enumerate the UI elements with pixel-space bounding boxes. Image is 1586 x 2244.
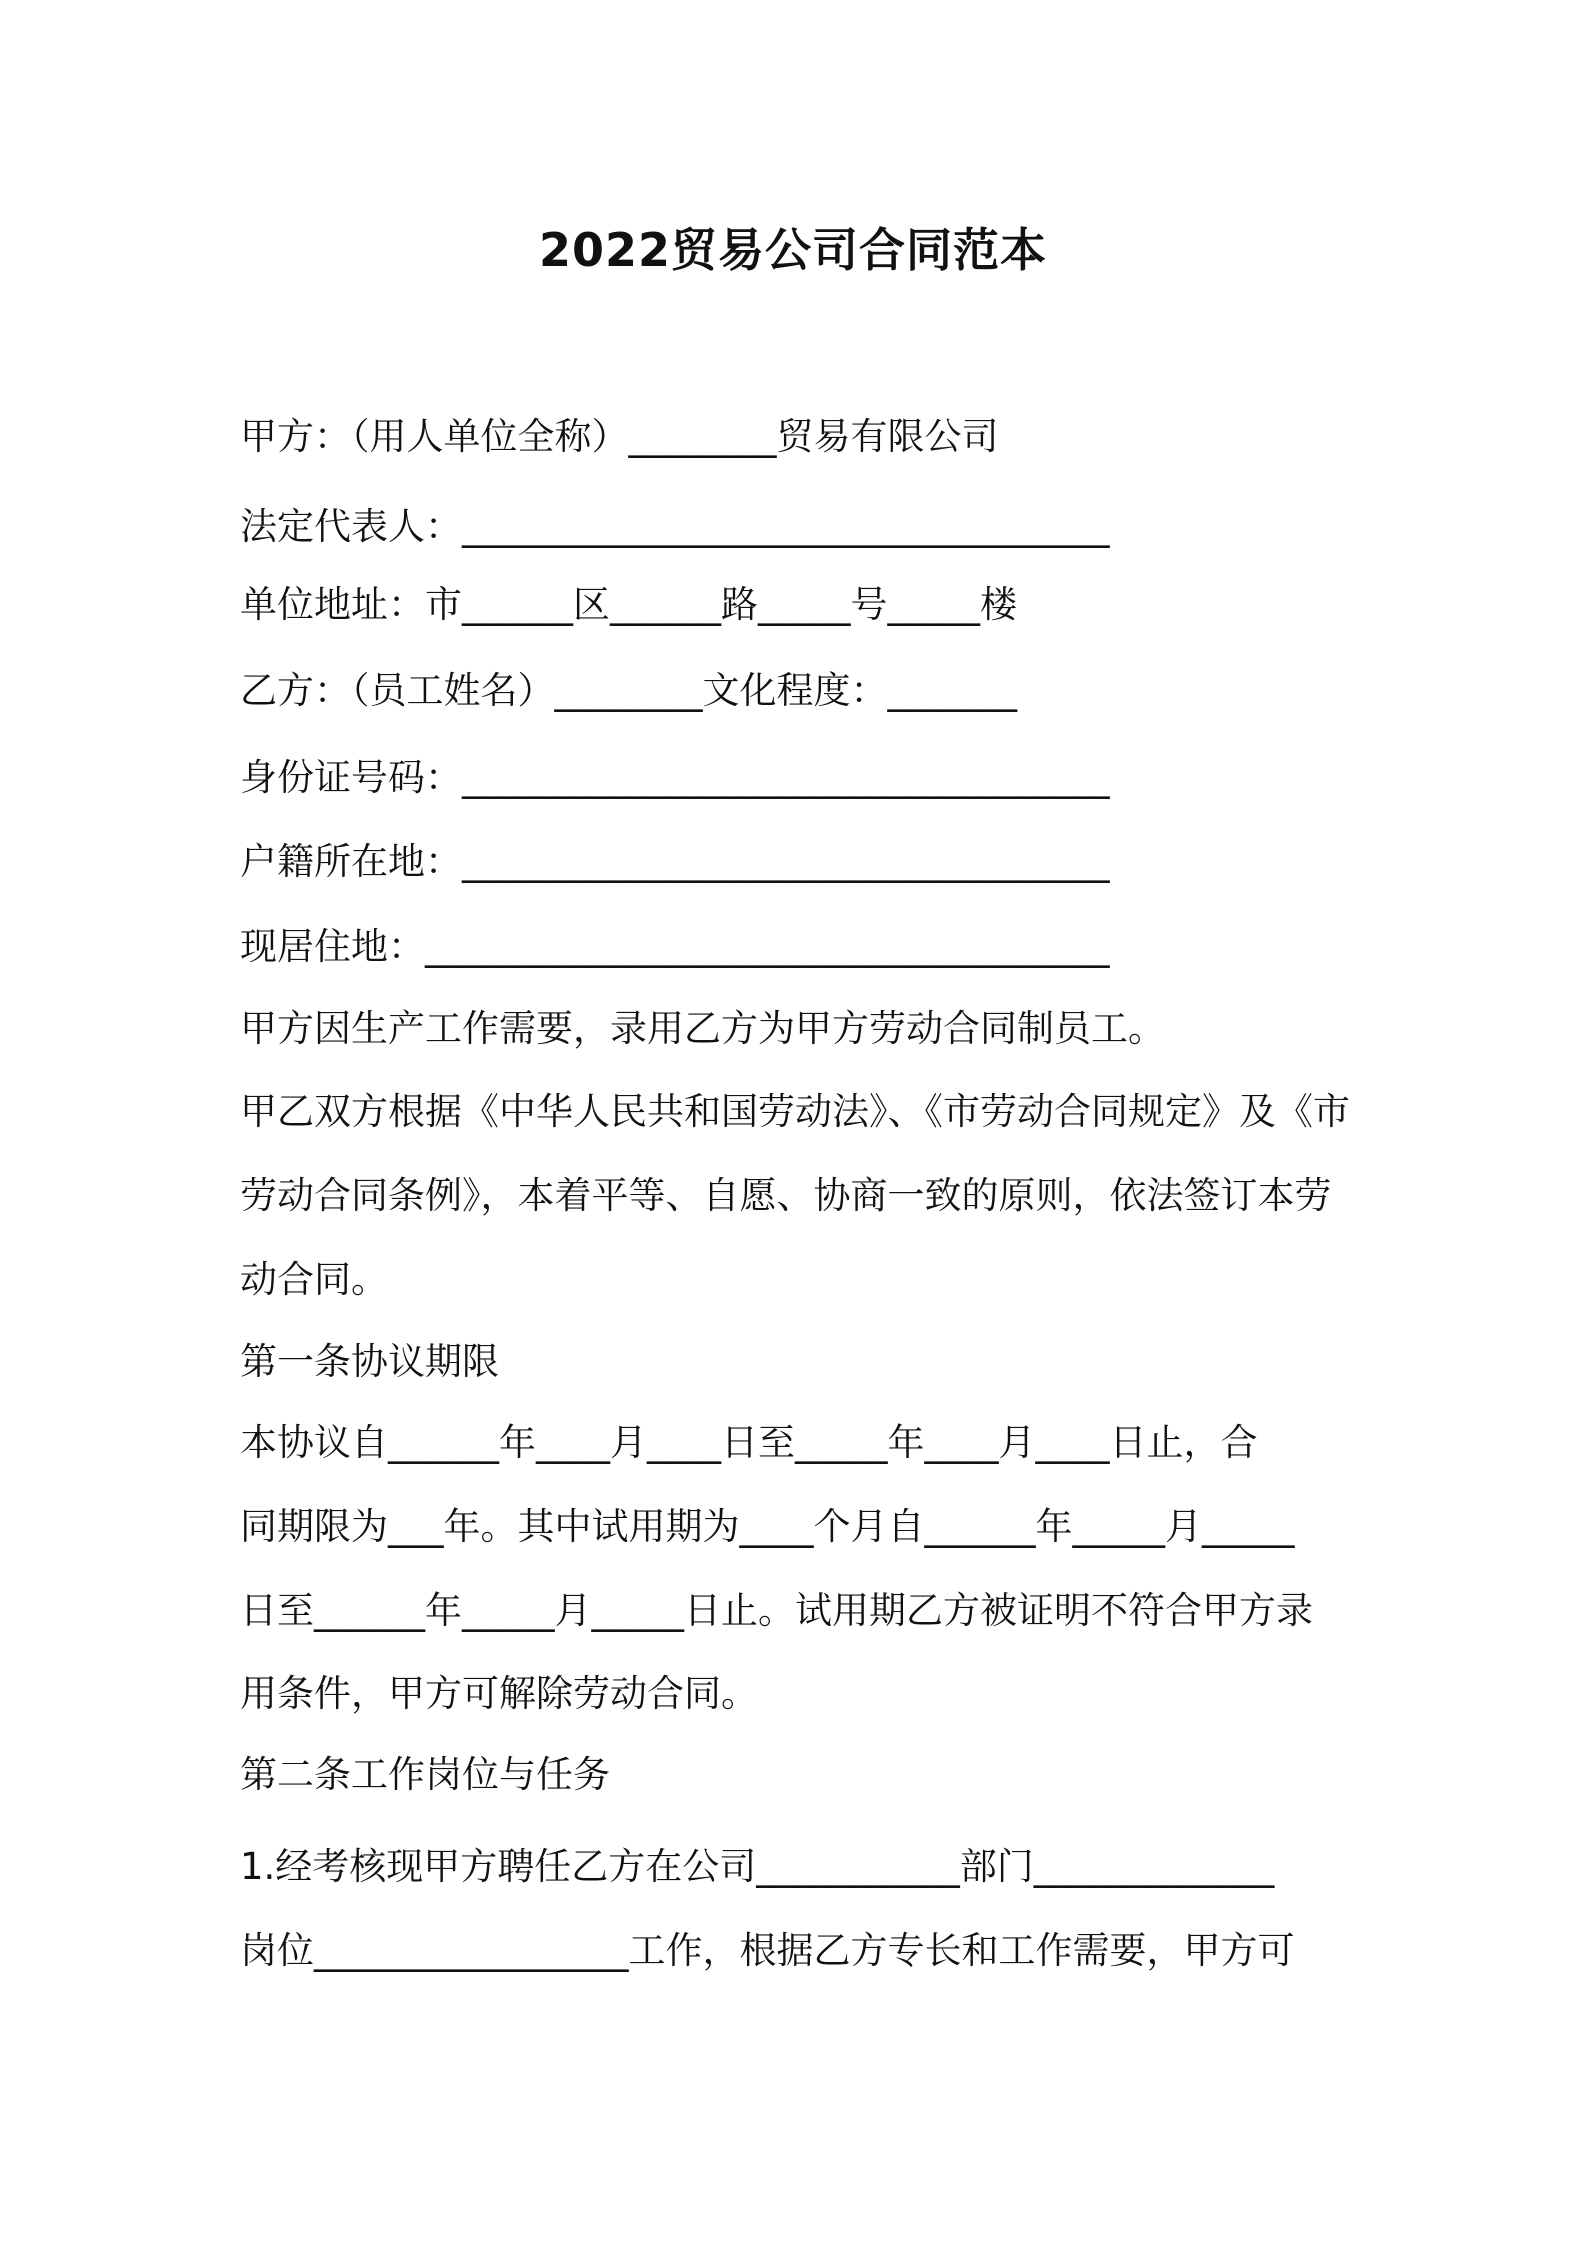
paragraph-line: 同期限为___年。其中试用期为____个月自______年_____月_____ bbox=[240, 1505, 1295, 1548]
paragraph-line: 本协议自______年____月____日至_____年____月____日止，合 bbox=[240, 1421, 1258, 1464]
paragraph-line: 劳动合同条例》，本着平等、自愿、协商一致的原则，依法签订本劳 bbox=[240, 1174, 1332, 1217]
legal-representative-line: 法定代表人：___________________________________ bbox=[240, 505, 1110, 548]
paragraph-line: 日至______年_____月_____日止。试用期乙方被证明不符合甲方录 bbox=[240, 1589, 1313, 1632]
section-heading: 第二条工作岗位与任务 bbox=[240, 1753, 610, 1796]
paragraph-line: 甲方因生产工作需要，录用乙方为甲方劳动合同制员工。 bbox=[240, 1007, 1165, 1050]
paragraph-line: 1.经考核现甲方聘任乙方在公司___________部门_____________ bbox=[240, 1845, 1275, 1888]
party-a-line: 甲方：（用人单位全称）________贸易有限公司 bbox=[240, 415, 999, 458]
household-registration-line: 户籍所在地：___________________________________ bbox=[240, 840, 1110, 883]
id-number-line: 身份证号码：___________________________________ bbox=[240, 756, 1110, 799]
paragraph-line: 甲乙双方根据《中华人民共和国劳动法》、《市劳动合同规定》及《市 bbox=[240, 1090, 1350, 1133]
company-address-line: 单位地址：市______区______路_____号_____楼 bbox=[240, 583, 1017, 626]
document-title: 2022贸易公司合同范本 bbox=[538, 223, 1048, 277]
paragraph-line: 用条件，甲方可解除劳动合同。 bbox=[240, 1672, 758, 1715]
section-heading: 第一条协议期限 bbox=[240, 1340, 499, 1383]
current-residence-line: 现居住地：_____________________________________ bbox=[240, 925, 1110, 968]
paragraph-line: 岗位_________________工作，根据乙方专长和工作需要，甲方可 bbox=[240, 1929, 1295, 1972]
party-b-line: 乙方：（员工姓名）________文化程度：_______ bbox=[240, 669, 1017, 712]
paragraph-line: 动合同。 bbox=[240, 1258, 388, 1301]
